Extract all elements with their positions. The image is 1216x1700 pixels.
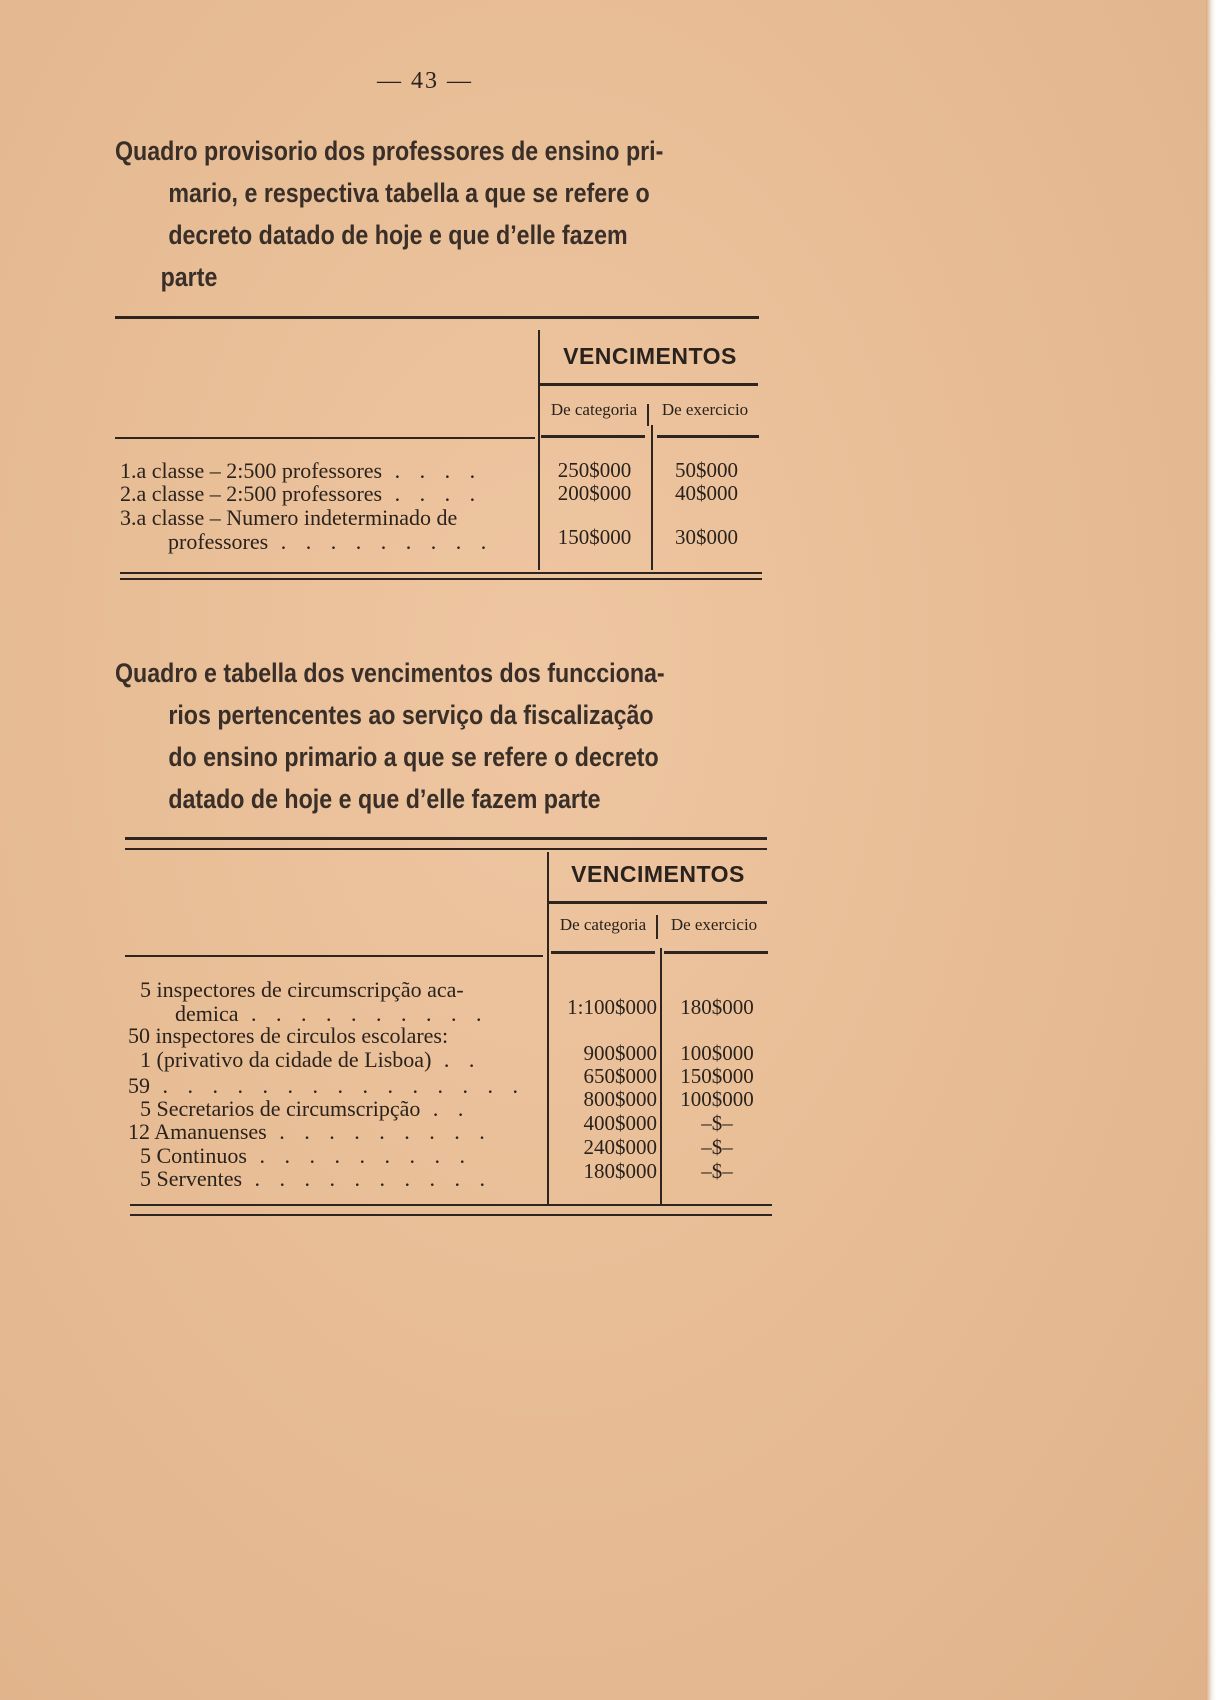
table2-exe-rule [664,951,768,954]
table2-row-text: 1 (privativo da cidade de Lisboa) [140,1047,432,1072]
table1-title-line: parte [160,262,218,292]
table2-bottom-rule-2 [130,1214,772,1216]
table2-title-line: Quadro e tabella dos vencimentos dos funcciona- [115,658,665,688]
table2-col-divider [660,948,662,1204]
table1-exe-rule [657,435,759,438]
table1-col-exercicio: De exercicio [661,400,749,419]
table1-top-rule [115,316,759,319]
table2-title-line: do ensino primario a que se refere o decreto [168,742,659,772]
table2-header-rule [549,901,767,904]
table2-cell-categoria: 1:100$000 [567,995,657,1019]
table2-cell-categoria: 400$000 [583,1111,657,1135]
table1-cell-categoria: 200$000 [557,481,632,505]
table2-row-label: 5 Continuos . . . . . . . . . [140,1143,472,1168]
table2-row-label: 5 inspectores de circumscripção aca- [140,977,464,1002]
table2-cell-categoria: 180$000 [583,1159,657,1183]
table2-row-label: 5 Secretarios de circumscripção . . [140,1096,471,1121]
table1-row-label-cont: professores . . . . . . . . . [168,529,494,554]
table2-title [115,652,665,820]
table1-cell-exercicio: 40$000 [675,481,738,505]
table1-row-label: 1.a classe – 2:500 professores . . . . [120,458,483,483]
table1-title-line: mario, e respectiva tabella a que se refere o [168,178,650,208]
table1-cat-rule [541,435,645,438]
table2-title-line: datado de hoje e que d’elle fazem parte [168,784,601,814]
table2-cell-categoria: 650$000 [583,1064,657,1088]
table2-cell-exercicio: –$– [701,1111,733,1135]
table2-cell-exercicio: 180$000 [680,995,754,1019]
table1-cell-categoria: 150$000 [557,525,632,549]
table1-row-label: 3.a classe – Numero indeterminado de [120,505,458,530]
table2-cell-categoria: 240$000 [583,1135,657,1159]
table2-cell-categoria: 900$000 [583,1041,657,1065]
table2-row-text: 12 Amanuenses [128,1119,267,1144]
table2-cat-rule [551,951,655,954]
table1-cell-exercicio: 50$000 [675,458,738,482]
table2-col-exercicio: De exercicio [670,915,758,934]
table1-row-text: 1.a classe – 2:500 professores [120,458,383,483]
table2-cell-exercicio: 150$000 [680,1064,754,1088]
table1-title [115,130,663,298]
table1-row-text: professores [168,529,269,554]
table2-row-label: 50 inspectores de circulos escolares: [128,1023,449,1048]
table1-left-rule [115,437,535,439]
table2-title-line: rios pertencentes ao serviço da fiscalização [168,700,654,730]
table1-header-rule [540,383,758,386]
table1-bottom-rule-2 [120,578,762,580]
table2-row-text: 5 Continuos [140,1143,247,1168]
table2-cell-exercicio: 100$000 [680,1041,754,1065]
table2-row-text: 59 [128,1073,150,1098]
table2-row-label-cont: demica . . . . . . . . . . [175,1001,489,1026]
table2-vencimentos-header: VENCIMENTOS [571,861,745,887]
table1-title-line: Quadro provisorio dos professores de ensino pri- [115,136,664,166]
table1-title-line: decreto datado de hoje e que d’elle fazem [168,220,628,250]
table2-col-categoria: De categoria [559,915,647,934]
page-number: — 43 — [377,68,473,94]
table2-row-text: 5 Serventes [140,1166,243,1191]
table1-col-divider [651,425,653,570]
table1-bottom-rule [120,572,762,574]
page-edge [1206,0,1216,1700]
table2-cell-exercicio: –$– [701,1159,733,1183]
table2-cell-exercicio: 100$000 [680,1087,754,1111]
table2-top-rule-2 [125,848,767,850]
table1-row-label: 2.a classe – 2:500 professores . . . . [120,481,483,506]
table1-cell-categoria: 250$000 [557,458,632,482]
table2-row-label: 59 . . . . . . . . . . . . . . . [128,1073,525,1098]
table1-vencimentos-header: VENCIMENTOS [563,343,737,369]
table2-top-rule [125,837,767,840]
table2-row-label: 5 Serventes . . . . . . . . . . [140,1166,493,1191]
table1-col-categoria: De categoria [550,400,638,419]
table1-row-text: 2.a classe – 2:500 professores [120,481,383,506]
table2-bottom-rule [130,1204,772,1206]
table2-cell-categoria: 800$000 [583,1087,657,1111]
table2-row-label: 1 (privativo da cidade de Lisboa) . . [140,1047,482,1072]
table1-cell-exercicio: 30$000 [675,525,738,549]
table2-row-text: 5 Secretarios de circumscripção [140,1096,421,1121]
table2-row-text: demica [175,1001,239,1026]
table2-row-label: 12 Amanuenses . . . . . . . . . [128,1119,492,1144]
table2-cell-exercicio: –$– [701,1135,733,1159]
table2-left-rule [125,955,543,957]
